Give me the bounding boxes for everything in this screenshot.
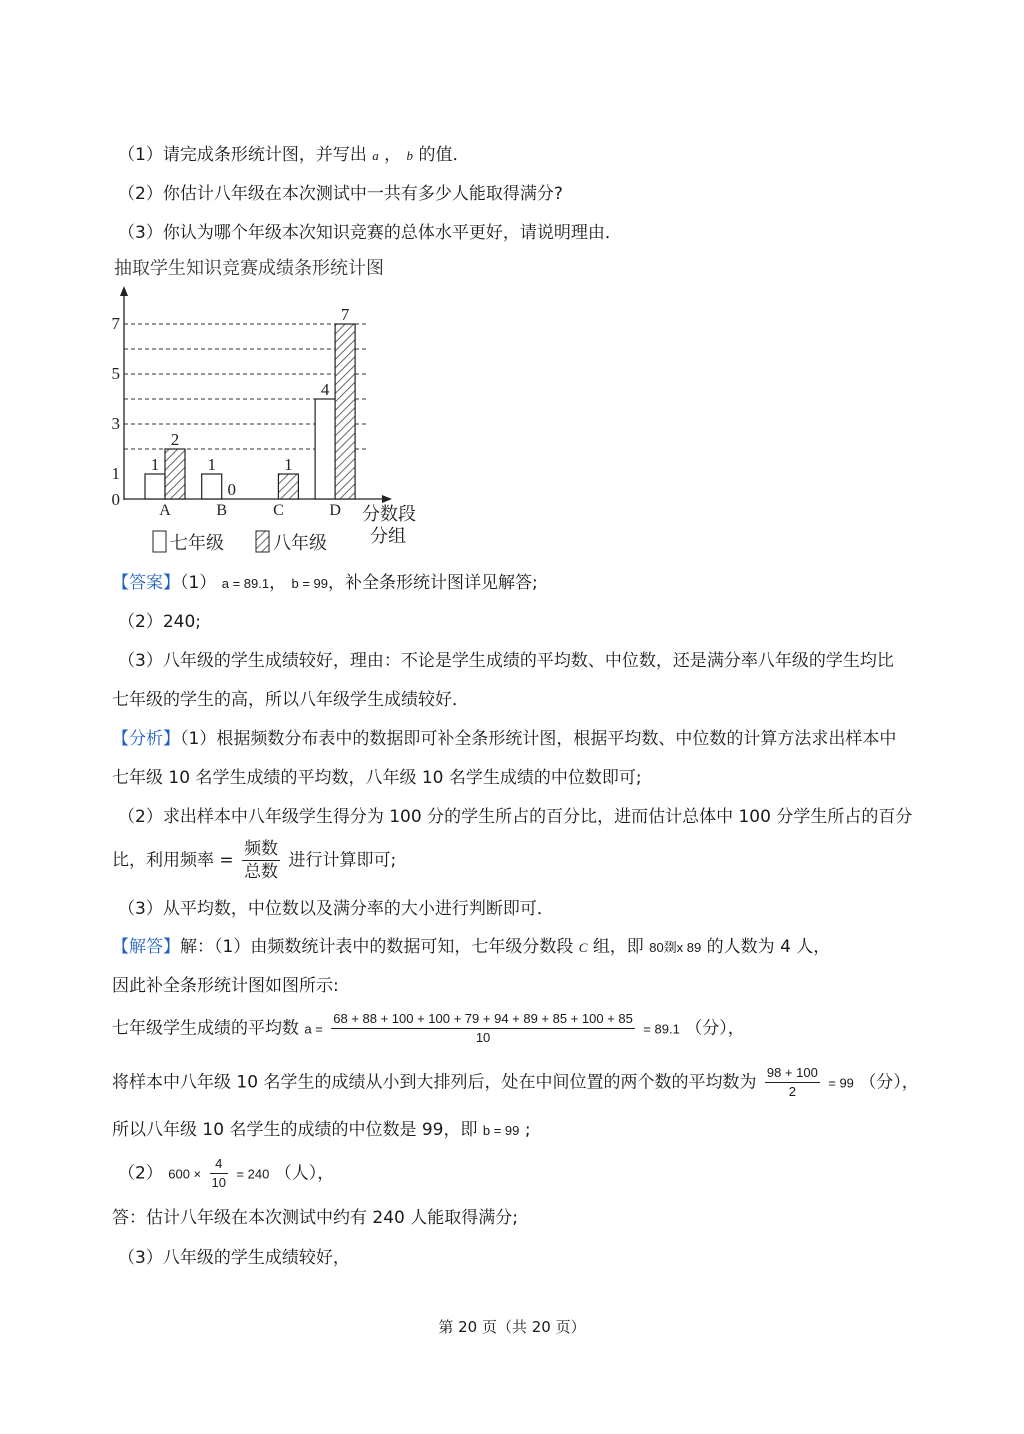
legend-label-grade7: 七年级 — [170, 533, 224, 553]
data-label: 4 — [320, 380, 330, 399]
analysis-line-1b: 七年级 10 名学生成绩的平均数，八年级 10 名学生成绩的中位数即可; — [112, 768, 642, 788]
bar-八年级-C — [278, 474, 298, 499]
x-tick-label: A — [159, 502, 171, 519]
question-3: （3）你认为哪个年级本次知识竞赛的总体水平更好，请说明理由． — [118, 223, 622, 243]
analysis-line-2a: （2）求出样本中八年级学生得分为 100 分的学生所占的百分比，进而估计总体中 100 分学生所占的百分 — [118, 807, 913, 827]
analysis-line-2b: 比，利用频率 = $\frac{\text{频数}}{\text{总数}}$ 进行计算即可; — [112, 839, 397, 882]
solution-line-3: 七年级学生成绩的平均数 a = $\frac{68 + 88 + 100 + 100 + 79 + 94 + 89 + 85 + 100 + 85}{10}$ = 89.1 （分）， — [112, 1011, 745, 1045]
bar-七年级-B — [202, 474, 222, 499]
analysis-line-3: （3）从平均数，中位数以及满分率的大小进行判断即可． — [118, 899, 554, 919]
x-tick-label: B — [216, 502, 228, 519]
solution-line-7: 答：估计八年级在本次测试中约有 240 人能取得满分; — [112, 1208, 518, 1228]
data-label: 0 — [227, 480, 236, 499]
question-2: （2）你估计八年级在本次测试中一共有多少人能取得满分? — [118, 184, 563, 204]
x-axis-arrow — [382, 495, 392, 503]
legend-swatch-grade7 — [153, 531, 166, 552]
y-tick-label: 0 — [111, 490, 120, 509]
estimate-fraction: $\frac{4}{10}$ — [211, 1156, 227, 1190]
data-label: 2 — [170, 430, 180, 449]
analysis-tag: 【分析】 — [112, 729, 180, 749]
solution-line-6: （2） 600 × $\frac{4}{10}$ = 240 （人）， — [118, 1156, 335, 1190]
data-label: 1 — [207, 455, 216, 474]
question-1: （1）请完成条形统计图，并写出 a ， b 的值． — [118, 145, 470, 165]
x-tick-label: D — [329, 502, 341, 519]
analysis-line-1a: 【分析】（1）根据频数分布表中的数据即可补全条形统计图，根据平均数、中位数的计算方法求出样本中 — [112, 729, 897, 749]
solution-line-1: 【解答】解：（1）由频数统计表中的数据可知，七年级分数段 C 组，即 80剟x 89 的人数为 4 人， — [112, 937, 831, 957]
legend-label-grade8: 八年级 — [273, 533, 327, 553]
median-fraction: $\frac{98 + 100}{2}$ — [766, 1065, 818, 1099]
y-tick-label: 1 — [111, 464, 120, 483]
legend-swatch-grade8 — [256, 531, 269, 552]
frequency-fraction: $\frac{\text{频数}}{\text{总数}}$ — [244, 839, 279, 882]
x-tick-label: C — [273, 502, 284, 519]
solution-line-8: （3）八年级的学生成绩较好， — [118, 1248, 350, 1268]
solution-tag: 【解答】 — [112, 937, 180, 957]
y-axis-arrow — [120, 286, 128, 296]
page-footer: 第 20 页（共 20 页） — [438, 1318, 586, 1336]
x-axis-label-1: 分数段 — [362, 504, 416, 524]
bar-七年级-D — [315, 399, 335, 499]
answer-line-1: 【答案】（1） a = 89.1， b = 99，补全条形统计图详见解答; — [112, 573, 538, 593]
bar-八年级-A — [165, 449, 185, 499]
mean-fraction: $\frac{68 + 88 + 100 + 100 + 79 + 94 + 89 + 85 + 100 + 85}{10}$ — [333, 1011, 633, 1045]
data-label: 1 — [284, 455, 293, 474]
data-label: 7 — [340, 305, 350, 324]
answer-tag: 【答案】 — [112, 573, 180, 593]
answer-line-2: （2）240; — [118, 612, 201, 632]
chart-title: 抽取学生知识竞赛成绩条形统计图 — [114, 258, 384, 279]
bar-八年级-D — [335, 324, 355, 499]
bar-chart — [100, 280, 430, 560]
answer-line-3b: 七年级的学生的高，所以八年级学生成绩较好． — [112, 690, 469, 710]
solution-line-4: 将样本中八年级 10 名学生的成绩从小到大排列后，处在中间位置的两个数的平均数为 $\frac{98 + 100}{2}$ = 99 （分）， — [112, 1065, 919, 1099]
x-axis-label-2: 分组 — [370, 526, 406, 546]
bar-七年级-A — [145, 474, 165, 499]
y-tick-label: 7 — [111, 314, 120, 333]
solution-line-2: 因此补全条形统计图如图所示: — [112, 976, 339, 996]
y-tick-label: 3 — [111, 414, 120, 433]
answer-line-3a: （3）八年级的学生成绩较好，理由：不论是学生成绩的平均数、中位数，还是满分率八年级的学生均比 — [118, 651, 894, 671]
y-tick-label: 5 — [111, 364, 120, 383]
data-label: 1 — [150, 455, 160, 474]
solution-line-5: 所以八年级 10 名学生的成绩的中位数是 99，即 b = 99 ; — [112, 1120, 531, 1140]
